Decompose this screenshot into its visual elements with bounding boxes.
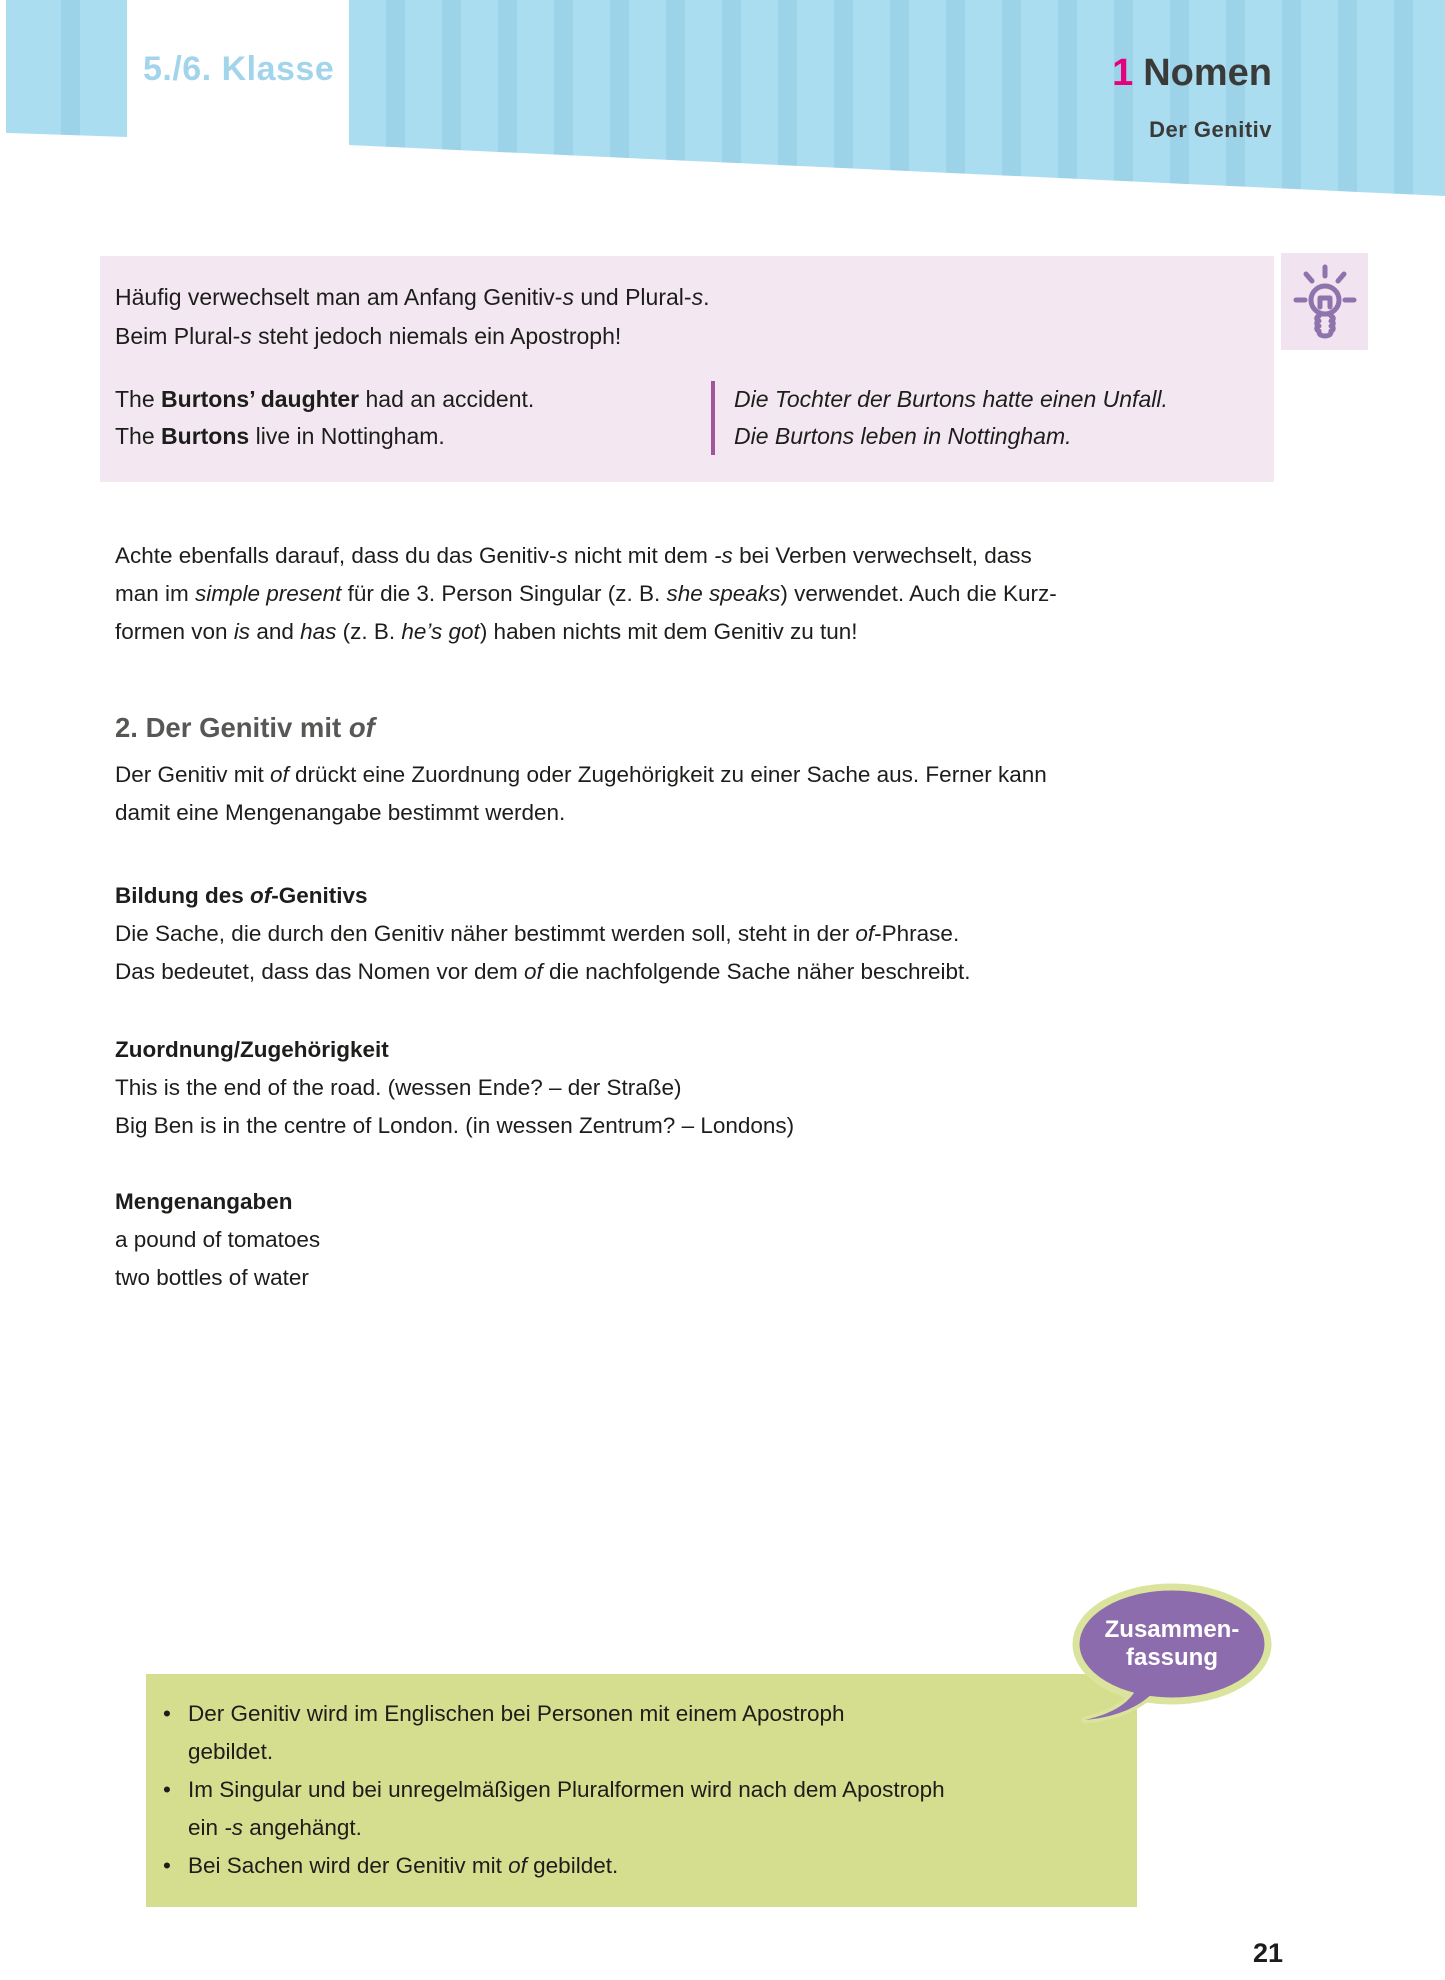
subsection-line: This is the end of the road. (wessen Ende? – der Straße) xyxy=(115,1075,682,1100)
paragraph-line: damit eine Mengenangabe bestimmt werden. xyxy=(115,800,566,825)
subsection-title: Zuordnung/Zugehörigkeit xyxy=(115,1037,389,1062)
subsection-title: Bildung des of-Genitivs xyxy=(115,883,368,908)
tip-intro xyxy=(115,278,1274,356)
bubble-label-line: Zusammen- xyxy=(1104,1616,1240,1643)
note-paragraph xyxy=(115,537,1057,651)
header-banner-left-block xyxy=(6,0,127,137)
section-subtitle: Der Genitiv xyxy=(1149,117,1272,142)
paragraph-line: formen von is and has (z. B. he’s got) haben nichts mit dem Genitiv zu tun! xyxy=(115,619,858,644)
paragraph-line: Achte ebenfalls darauf, dass du das Genitiv-s nicht mit dem -s bei Verben verwechselt, dass xyxy=(115,543,1032,568)
paragraph-line: Der Genitiv mit of drückt eine Zuordnung oder Zugehörigkeit zu einer Sache aus. Ferner kann xyxy=(115,762,1047,787)
lightbulb-icon xyxy=(1293,264,1357,340)
subsection-line: Das bedeutet, dass das Nomen vor dem of die nachfolgende Sache näher beschreibt. xyxy=(115,959,971,984)
bullet-line: Bei Sachen wird der Genitiv mit of gebildet. xyxy=(188,1853,619,1878)
subsection-mengenangaben xyxy=(115,1183,320,1297)
bullet-content xyxy=(188,1695,845,1771)
section-intro xyxy=(115,756,1047,832)
subsection-title: Mengenangaben xyxy=(115,1189,293,1214)
bubble-label-line: fassung xyxy=(1125,1644,1218,1671)
chapter-heading xyxy=(1112,52,1272,95)
example-german-column xyxy=(711,381,1168,455)
bullet-line: Im Singular und bei unregelmäßigen Pluralformen wird nach dem Apostroph xyxy=(188,1777,945,1802)
bullet-dot: • xyxy=(163,1853,171,1878)
example-english-line: The Burtons’ daughter had an accident. xyxy=(115,386,535,412)
bullet-dot: • xyxy=(163,1777,171,1802)
bullet-line: Der Genitiv wird im Englischen bei Personen mit einem Apostroph xyxy=(188,1701,845,1726)
tip-icon-box xyxy=(1281,253,1368,350)
page-number: 21 xyxy=(1252,1938,1283,1968)
paragraph-line: man im simple present für die 3. Person Singular (z. B. she speaks) verwendet. Auch die Kurz- xyxy=(115,581,1057,606)
tip-intro-line: Beim Plural-s steht jedoch niemals ein Apostroph! xyxy=(115,323,622,349)
tip-box xyxy=(100,256,1274,482)
bullet-content xyxy=(188,1771,945,1847)
summary-bullet xyxy=(163,1847,1107,1885)
chapter-title: Nomen xyxy=(1143,52,1272,94)
bubble-label xyxy=(1069,1616,1275,1672)
example-english-column xyxy=(115,381,711,455)
bullet-content xyxy=(188,1847,618,1885)
summary-box xyxy=(146,1674,1137,1907)
summary-bubble xyxy=(1055,1580,1275,1730)
subsection-line: two bottles of water xyxy=(115,1265,309,1290)
summary-bullet xyxy=(163,1695,1107,1771)
subsection-line: a pound of tomatoes xyxy=(115,1227,321,1252)
section-heading: 2. Der Genitiv mit of xyxy=(115,712,375,743)
tip-examples xyxy=(115,381,1274,455)
subsection-line: Die Sache, die durch den Genitiv näher bestimmt werden soll, steht in der of-Phrase. xyxy=(115,921,960,946)
grade-label: 5./6. Klasse xyxy=(143,50,335,88)
example-english-line: The Burtons live in Nottingham. xyxy=(115,423,445,449)
bullet-line: gebildet. xyxy=(188,1739,274,1764)
example-german-line: Die Tochter der Burtons hatte einen Unfall. xyxy=(734,386,1168,412)
bullet-line: ein -s angehängt. xyxy=(188,1815,362,1840)
example-german-line: Die Burtons leben in Nottingham. xyxy=(734,423,1072,449)
subsection-line: Big Ben is in the centre of London. (in wessen Zentrum? – Londons) xyxy=(115,1113,795,1138)
subsection-bildung xyxy=(115,877,971,991)
summary-bullet xyxy=(163,1771,1107,1847)
bullet-dot: • xyxy=(163,1701,171,1726)
header-banner xyxy=(349,0,1445,196)
subsection-zuordnung xyxy=(115,1031,794,1145)
tip-intro-line: Häufig verwechselt man am Anfang Genitiv-s und Plural-s. xyxy=(115,284,710,310)
chapter-number: 1 xyxy=(1112,52,1134,94)
